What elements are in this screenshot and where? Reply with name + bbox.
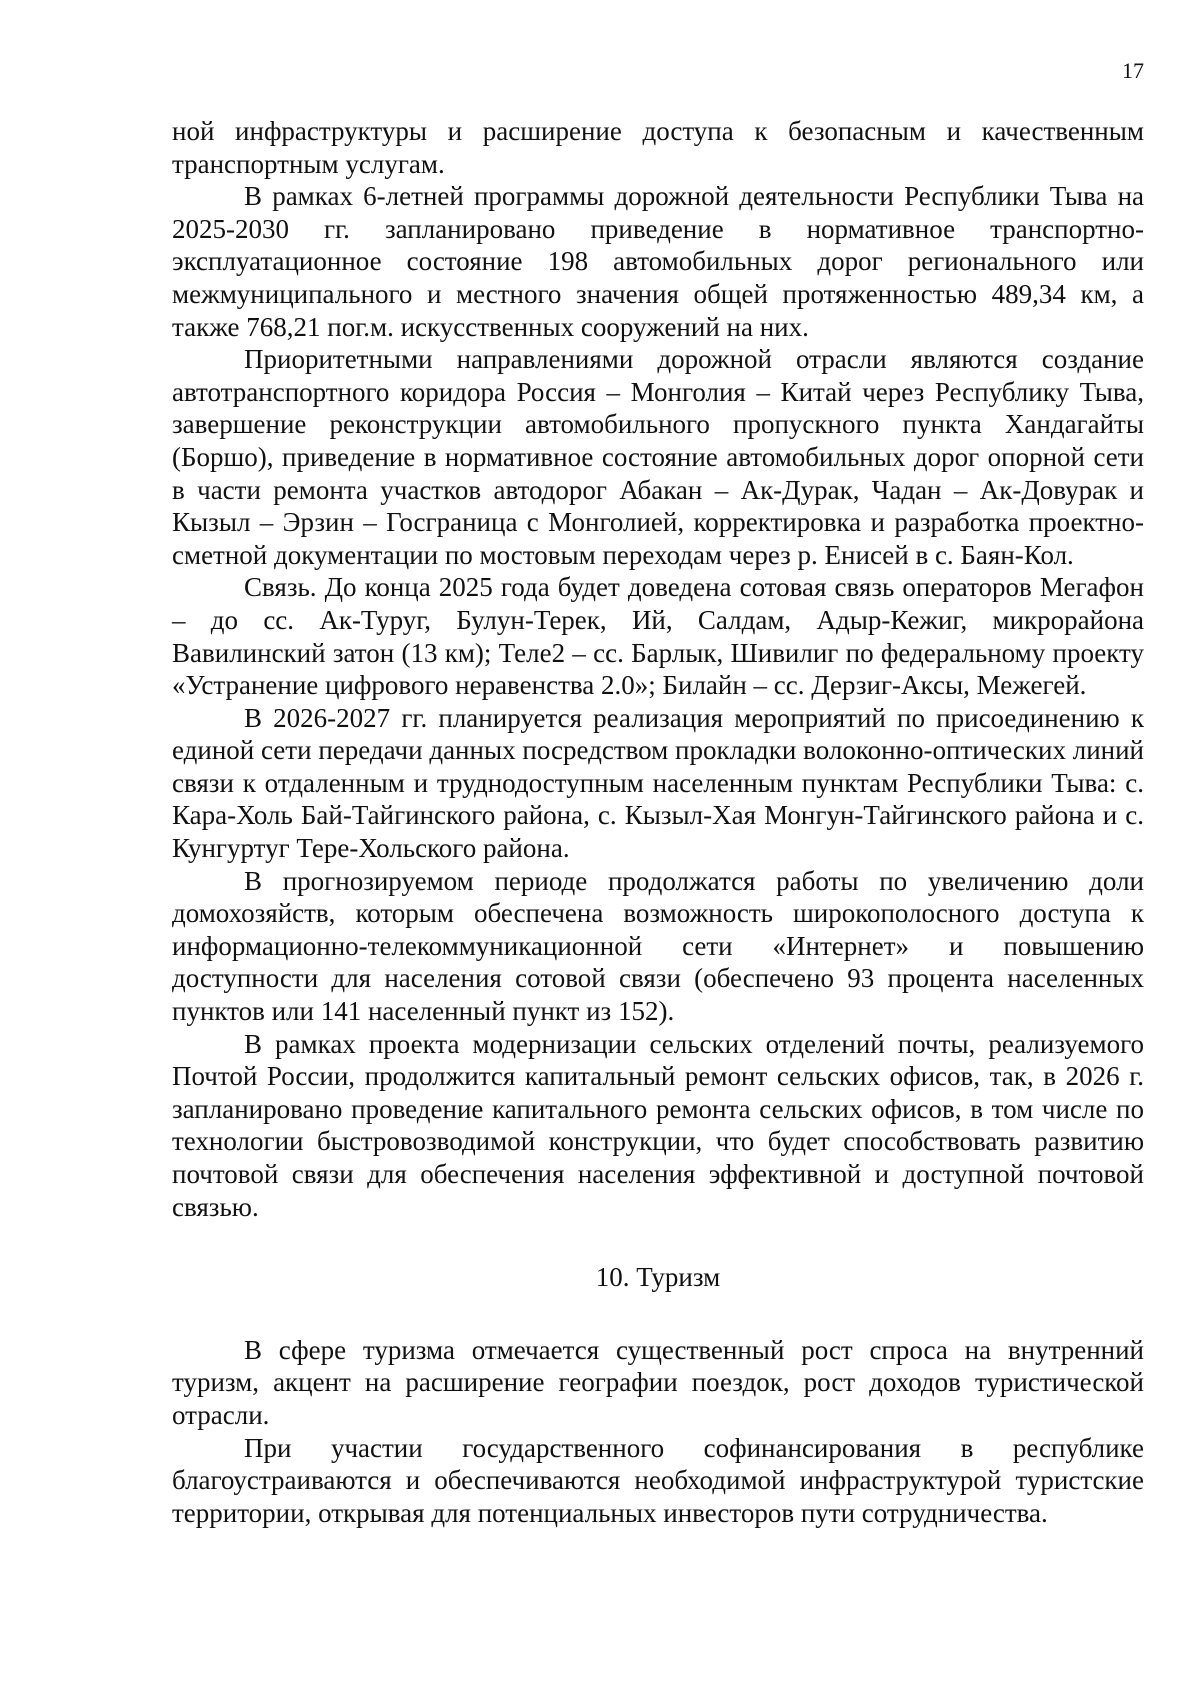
section-heading-tourism: 10. Туризм	[595, 1262, 721, 1293]
paragraph-continuation: ной инфраструктуры и расширение доступа к безопасным и качественным транспортным услугам.	[172, 116, 1144, 179]
paragraph-postal-modernization: В рамках проекта модернизации сельских отделений почты, реализуемого Почтой России, продолжится капитальный ремонт сельских офисов, так, в 2026 г. запланировано проведение капитального ремонта сельских офисов, в том числе по технологии быстровозводимой конструкции, что будет способствовать развитию почтовой связи для обеспечения населения эффективной и доступной почтовой связью.	[172, 1028, 1144, 1222]
paragraph-internet-access: В прогнозируемом периоде продолжатся работы по увеличению доли домохозяйств, которым обеспечена возможность широкополосного доступа к информационно-телекоммуникационной сети «Интернет» и повышению доступности для населения сотовой связи (обеспечено 93 процента населенных пунктов или 141 населенный пункт из 152).	[172, 865, 1144, 1027]
page-number: 17	[1122, 58, 1144, 83]
paragraph-road-program: В рамках 6-летней программы дорожной деятельности Республики Тыва на 2025-2030 гг. запланировано приведение в нормативное транспортно-эксплуатационное состояние 198 автомобильных дорог регионального или межмуниципального и местного значения общей протяженностью 489,34 км, а также 768,21 пог.м. искусственных сооружений на них.	[172, 181, 1144, 342]
paragraph-tourism-demand: В сфере туризма отмечается существенный рост спроса на внутренний туризм, акцент на расширение географии поездок, рост доходов туристической отрасли.	[172, 1334, 1144, 1430]
paragraph-communication: Связь. До конца 2025 года будет доведена сотовая связь операторов Мегафон – до сс. Ак-Туруг, Булун-Терек, Ий, Салдам, Адыр-Кежиг, микрорайона Вавилинский затон (13 км); Теле2 – сс. Барлык, Шивилиг по федеральному проекту «Устранение цифрового неравенства 2.0»; Билайн – сс. Дерзиг-Аксы, Межегей.	[172, 572, 1144, 701]
paragraph-road-priorities: Приоритетными направлениями дорожной отрасли являются создание автотранспортного коридора Россия – Монголия – Китай через Республику Тыва, завершение реконструкции автомобильного пропускного пункта Хандагайты (Боршо), приведение в нормативное состояние автомобильных дорог опорной сети в части ремонта участков автодорог Абакан – Ак-Дурак, Чадан – Ак-Довурак и Кызыл – Эрзин – Госграница с Монголией, корректировка и разработка проектно-сметной документации по мостовым переходам через р. Енисей в с. Баян-Кол.	[172, 344, 1144, 570]
paragraph-tourism-infrastructure: При участии государственного софинансирования в республике благоустраиваются и обеспечиваются необходимой инфраструктурой туристские территории, открывая для потенциальных инвесторов пути сотрудничества.	[172, 1432, 1144, 1528]
document-body	[172, 115, 1144, 1529]
paragraph-fiber-optic: В 2026-2027 гг. планируется реализация мероприятий по присоединению к единой сети передачи данных посредством прокладки волоконно-оптических линий связи к отдаленным и труднодоступным населенным пунктам Республики Тыва: с. Кара-Холь Бай-Тайгинского района, с. Кызыл-Хая Монгун-Тайгинского района и с. Кунгуртуг Тере-Хольского района.	[172, 702, 1144, 864]
